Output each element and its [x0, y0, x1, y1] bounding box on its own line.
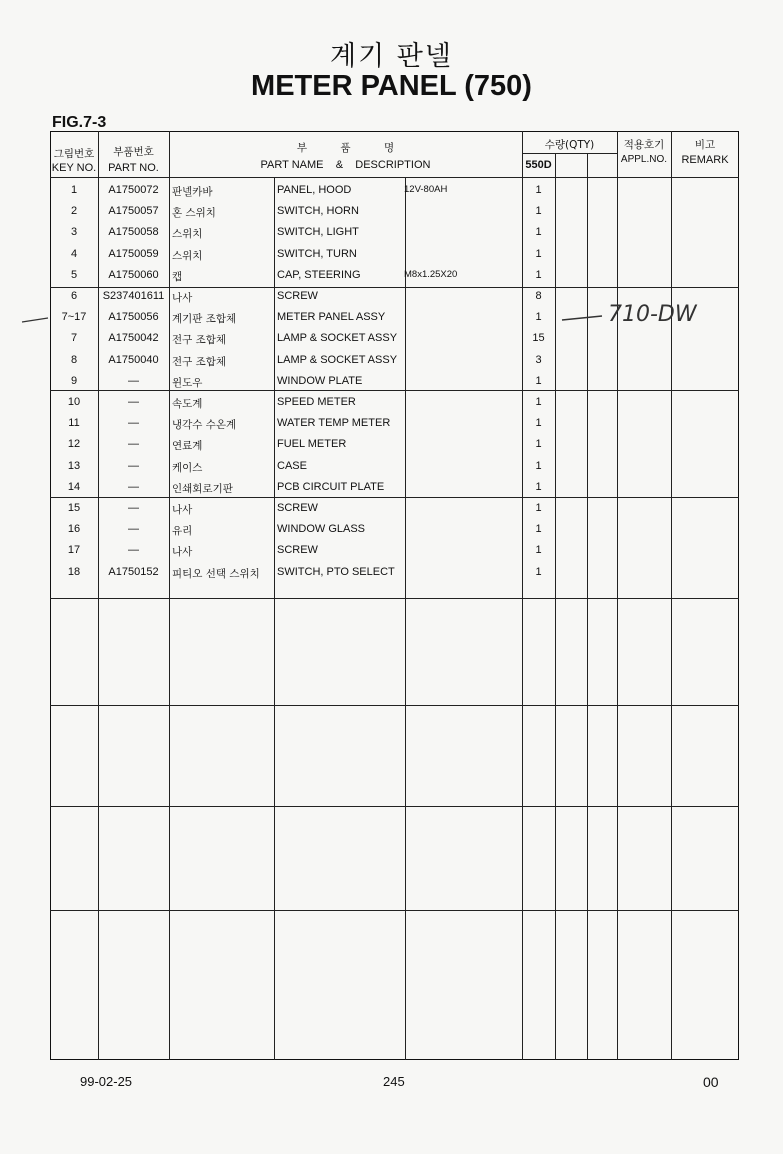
row-qty: 1 [535, 184, 542, 196]
row-part: — [128, 459, 139, 472]
row-name: PANEL, HOOD [277, 184, 352, 196]
row-qty: 1 [535, 502, 542, 514]
row-kr: 피티오 선택 스위치 [172, 567, 260, 580]
row-part: — [128, 374, 139, 387]
header-desc-kr: 부 품 명 [296, 142, 395, 154]
row-key: 5 [70, 268, 78, 281]
row-key: 6 [70, 290, 78, 302]
row-key: 17 [67, 544, 81, 557]
row-qty: 1 [535, 523, 542, 536]
row-key: 11 [68, 417, 80, 430]
row-key: 3 [70, 226, 78, 239]
header-qty: 수량(QTY) [544, 139, 595, 151]
row-qty: 1 [535, 459, 542, 472]
row-qty: 8 [535, 290, 542, 302]
row-part: — [128, 396, 139, 408]
row-key: 18 [67, 565, 81, 578]
row-name: SPEED METER [277, 396, 356, 408]
row-name: CAP, STEERING [277, 268, 361, 281]
header-part: PART NO. [108, 162, 159, 174]
header-qty-model: 550D [525, 159, 552, 171]
row-qty: 1 [535, 417, 542, 430]
row-key: 9 [70, 374, 78, 387]
header-desc: PART NAME & DESCRIPTION [260, 159, 431, 171]
row-kr: 인쇄회로기판 [172, 482, 233, 495]
footer-date: 99-02-25 [80, 1074, 133, 1089]
header-appl-kr: 적용호기 [623, 139, 665, 151]
figure-label: FIG.7-3 [52, 114, 107, 131]
page-title: METER PANEL (750) [251, 70, 532, 102]
row-kr: 나사 [172, 546, 193, 559]
row-kr: 유리 [172, 525, 193, 538]
row-qty: 1 [535, 226, 542, 239]
row-kr: 판넬카바 [172, 186, 213, 198]
row-name: SWITCH, HORN [277, 205, 359, 218]
row-part: A1750059 [108, 247, 159, 260]
row-qty: 1 [535, 396, 542, 408]
row-part: A1750040 [108, 353, 159, 366]
handwritten-note: 710-DW [608, 302, 697, 327]
row-qty: 1 [535, 438, 542, 451]
row-kr: 냉각수 수온계 [172, 419, 237, 432]
row-part: A1750056 [108, 311, 159, 324]
row-name: SWITCH, PTO SELECT [277, 565, 395, 578]
row-key: 8 [70, 353, 78, 366]
row-name: SCREW [277, 544, 318, 557]
row-name: PCB CIRCUIT PLATE [277, 480, 385, 493]
row-qty: 1 [535, 205, 542, 218]
row-name: WINDOW PLATE [277, 374, 363, 387]
footer-revision: 00 [703, 1074, 719, 1090]
row-qty: 3 [535, 353, 542, 366]
row-kr: 전구 조합체 [172, 334, 227, 347]
row-part: — [128, 417, 139, 430]
header-remark-kr: 비고 [694, 139, 716, 151]
header-key-kr: 그림번호 [53, 148, 95, 160]
row-kr: 연료계 [172, 440, 203, 453]
row-part: A1750072 [108, 184, 159, 196]
row-key: 16 [67, 523, 81, 536]
row-kr: 전구 조합체 [172, 355, 227, 368]
header-part-kr: 부품번호 [113, 146, 154, 158]
row-qty: 1 [535, 311, 542, 324]
row-key: 7 [70, 332, 78, 345]
row-kr: 스위치 [172, 249, 203, 262]
row-part: S237401611 [102, 290, 165, 302]
row-key: 15 [67, 502, 81, 514]
row-part: — [128, 480, 139, 493]
row-kr: 혼 스위치 [172, 207, 216, 220]
row-kr: 스위치 [172, 228, 203, 241]
row-name: WATER TEMP METER [277, 417, 391, 430]
row-part: — [128, 523, 139, 536]
row-kr: 케이스 [172, 461, 203, 474]
row-name: LAMP & SOCKET ASSY [277, 353, 398, 366]
row-qty: 1 [535, 374, 542, 387]
row-name: WINDOW GLASS [277, 523, 366, 536]
row-name: SCREW [277, 502, 318, 514]
row-part: A1750058 [108, 226, 159, 239]
row-name: CASE [277, 459, 307, 472]
row-name: SCREW [277, 290, 318, 302]
row-qty: 1 [535, 268, 542, 281]
row-qty: 15 [532, 332, 545, 345]
row-key: 10 [67, 396, 81, 408]
row-part: — [128, 438, 139, 451]
row-key: 2 [70, 205, 78, 218]
row-key: 1 [70, 184, 78, 196]
row-spec: 12V-80AH [404, 184, 448, 195]
row-part: A1750042 [108, 332, 159, 345]
row-spec: M8x1.25X20 [404, 268, 458, 280]
row-qty: 1 [535, 480, 542, 493]
header-key: KEY NO. [51, 162, 97, 174]
row-name: SWITCH, LIGHT [277, 226, 359, 239]
row-kr: 속도계 [172, 398, 203, 410]
row-part: — [128, 502, 139, 514]
row-name: METER PANEL ASSY [277, 311, 386, 324]
row-key: 7~17 [61, 311, 87, 324]
row-name: LAMP & SOCKET ASSY [277, 332, 398, 345]
row-part: A1750152 [108, 565, 159, 578]
page-title-korean: 계기 판넬 [330, 41, 453, 72]
row-qty: 1 [535, 565, 542, 578]
header-appl: APPL.NO. [620, 154, 668, 165]
row-part: A1750057 [108, 205, 159, 218]
header-remark: REMARK [681, 154, 729, 166]
row-kr: 윈도우 [172, 376, 203, 389]
row-part: A1750060 [108, 268, 159, 281]
row-name: SWITCH, TURN [277, 247, 357, 260]
row-kr: 나사 [172, 504, 193, 516]
row-key: 12 [67, 438, 81, 451]
footer-page-number: 245 [383, 1074, 405, 1089]
row-kr: 캡 [172, 270, 183, 283]
row-kr: 나사 [172, 292, 193, 304]
row-qty: 1 [535, 247, 542, 260]
row-key: 14 [67, 480, 81, 493]
row-key: 4 [70, 247, 78, 260]
row-key: 13 [67, 459, 81, 472]
row-kr: 계기판 조합체 [172, 313, 237, 326]
row-name: FUEL METER [277, 438, 347, 451]
row-qty: 1 [535, 544, 542, 557]
row-part: — [128, 544, 139, 557]
